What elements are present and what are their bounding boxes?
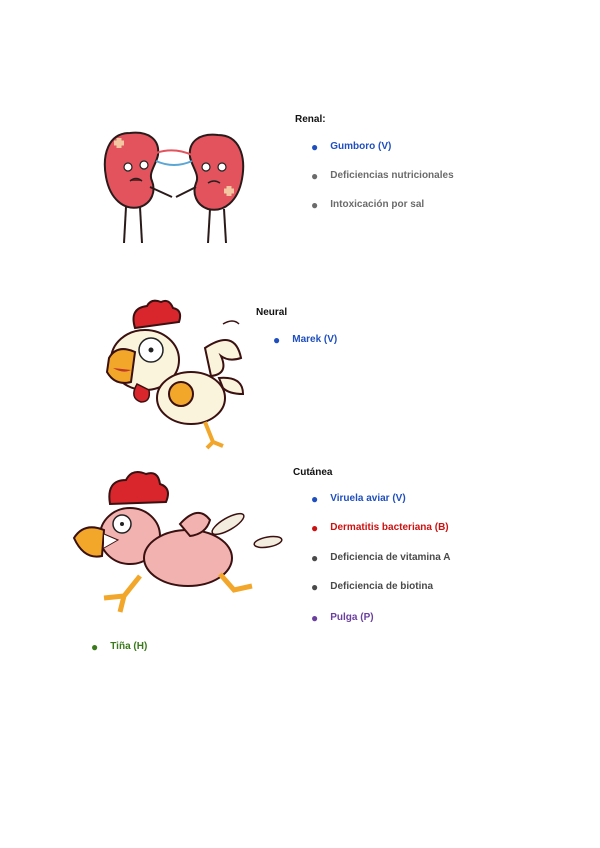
list-item-label: Deficiencias nutricionales <box>330 170 454 181</box>
list-item <box>311 581 433 592</box>
list-item <box>311 170 454 181</box>
bullet-icon: ● <box>311 550 319 565</box>
list-item-label: Deficiencia de vitamina A <box>330 552 451 563</box>
dizzy-chicken-illustration <box>95 298 247 458</box>
bullet-icon: ● <box>311 610 319 625</box>
list-item <box>311 552 450 563</box>
list-item-label: Intoxicación por sal <box>330 199 425 210</box>
list-item-label: Viruela aviar (V) <box>330 493 406 504</box>
list-item-label: Marek (V) <box>292 334 338 345</box>
list-item-label: Dermatitis bacteriana (B) <box>330 522 449 533</box>
bullet-icon: ● <box>311 579 319 594</box>
neural-heading: Neural <box>256 307 288 318</box>
list-item <box>91 641 147 652</box>
running-chicken-illustration <box>70 464 284 624</box>
list-item <box>311 141 391 152</box>
list-item <box>311 612 374 623</box>
list-item-label: Pulga (P) <box>330 612 374 623</box>
list-item <box>311 493 406 504</box>
list-item-label: Tiña (H) <box>110 641 148 652</box>
bullet-icon: ● <box>311 139 319 154</box>
bullet-icon: ● <box>311 168 319 183</box>
cutanea-heading: Cutánea <box>293 467 333 478</box>
bullet-icon: ● <box>273 332 281 347</box>
list-item <box>311 522 449 533</box>
bullet-icon: ● <box>91 639 99 654</box>
list-item-label: Gumboro (V) <box>330 141 392 152</box>
renal-heading: Renal: <box>295 114 326 125</box>
kidney-cartoon-illustration <box>100 125 250 247</box>
list-item <box>311 199 424 210</box>
bullet-icon: ● <box>311 520 319 535</box>
list-item <box>273 334 337 345</box>
list-item-label: Deficiencia de biotina <box>330 581 434 592</box>
bullet-icon: ● <box>311 491 319 506</box>
bullet-icon: ● <box>311 197 319 212</box>
